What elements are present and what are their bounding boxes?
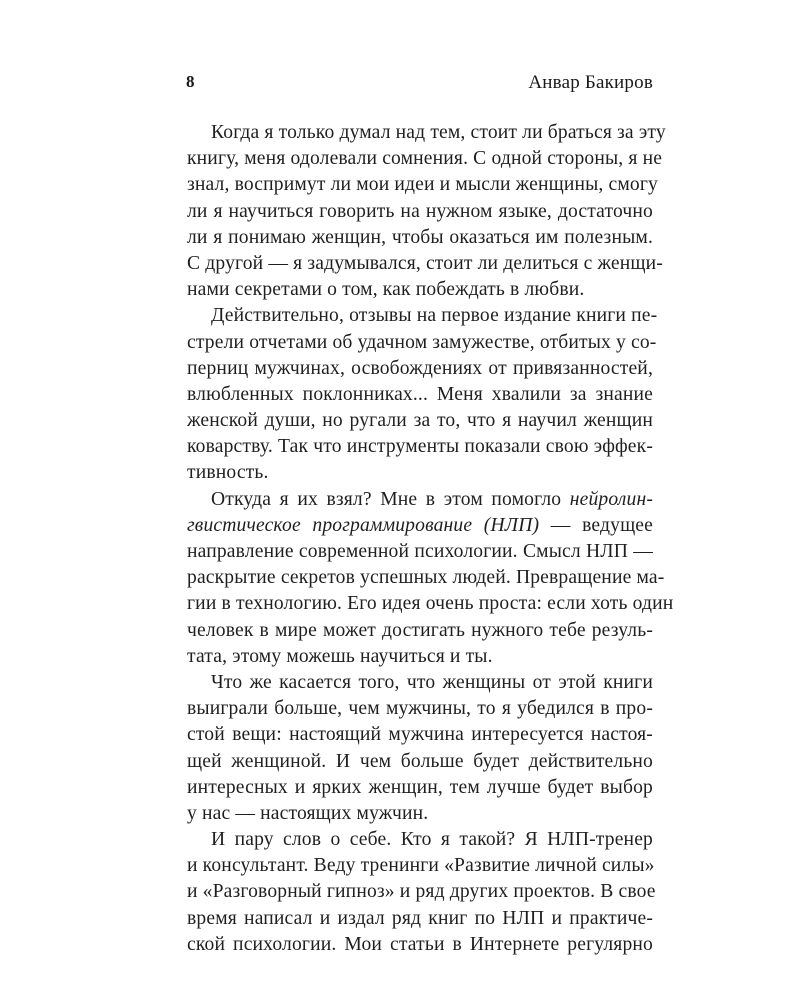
text-line: ли я научиться говорить на нужном языке, достаточно xyxy=(187,200,653,222)
text-line: тата, этому можешь научиться и ты. xyxy=(187,645,493,667)
text-line: и «Разговорный гипноз» и ряд других проектов. В свое xyxy=(187,881,656,903)
paragraph xyxy=(187,120,666,303)
text-line: нами секретами о том, как побеждать в любви. xyxy=(187,279,585,301)
running-header-author: Анвар Бакиров xyxy=(528,72,653,93)
text-line: женской души, но ругали за то, что я научил женщин xyxy=(187,410,653,432)
text-line: ли я понимаю женщин, чтобы оказаться им полезным. xyxy=(187,226,653,248)
paragraph xyxy=(187,827,656,958)
text-line: щей женщиной. И чем больше будет действительно xyxy=(187,750,653,772)
text-line xyxy=(187,513,653,539)
text-line: раскрытие секретов успешных людей. Превращение ма- xyxy=(187,567,665,589)
text-line: ской психологии. Мои статьи в Интернете регулярно xyxy=(187,933,653,955)
text-line: гии в технологию. Его идея очень проста: если хоть один xyxy=(187,593,674,615)
text-run: Откуда я их взял? Мне в этом помогло xyxy=(211,488,570,510)
text-line: знал, воспримут ли мои идеи и мысли женщины, смогу xyxy=(187,174,658,196)
text-line: интересных и ярких женщин, тем лучше будет выбор xyxy=(187,776,653,798)
text-line: человек в мире может достигать нужного тебе резуль- xyxy=(187,619,653,641)
italic-term: гвистическое программирование (НЛП) xyxy=(187,514,540,536)
text-line: перниц мужчинах, освобождениях от привязанностей, xyxy=(187,357,653,379)
italic-term: нейролин- xyxy=(569,488,653,510)
text-line: и консультант. Веду тренинги «Развитие личной силы» xyxy=(187,855,655,877)
text-line: книгу, меня одолевали сомнения. С одной стороны, я не xyxy=(187,148,663,170)
text-line: влюбленных поклонниках... Меня хвалили за знание xyxy=(187,383,653,405)
paragraph xyxy=(187,487,674,670)
text-line: Действительно, отзывы на первое издание книги пе- xyxy=(211,305,658,327)
text-line: Что же касается того, что женщины от этой книги xyxy=(211,671,653,693)
text-line xyxy=(187,487,653,513)
text-line: выиграли больше, чем мужчины, то я убедился в про- xyxy=(187,698,653,720)
text-line: время написал и издал ряд книг по НЛП и практиче- xyxy=(187,907,653,929)
body-text xyxy=(187,120,674,958)
text-line: у нас — настоящих мужчин. xyxy=(187,802,429,824)
page-number: 8 xyxy=(186,72,195,91)
text-line: коварству. Так что инструменты показали свою эффек- xyxy=(187,436,653,458)
text-line: стой вещи: настоящий мужчина интересуется настоя- xyxy=(187,724,653,746)
paragraph xyxy=(187,670,653,827)
text-line: И пару слов о себе. Кто я такой? Я НЛП-тренер xyxy=(211,829,653,851)
paragraph xyxy=(187,303,658,486)
text-line: С другой — я задумывался, стоит ли делиться с женщи- xyxy=(187,252,663,274)
text-line: стрели отчетами об удачном замужестве, отбитых у со- xyxy=(187,331,657,353)
text-line: Когда я только думал над тем, стоит ли браться за эту xyxy=(211,122,666,143)
text-run: — ведущее xyxy=(539,514,653,536)
text-line: направление современной психологии. Смысл НЛП — xyxy=(187,541,653,562)
text-line: тивность. xyxy=(187,462,269,484)
